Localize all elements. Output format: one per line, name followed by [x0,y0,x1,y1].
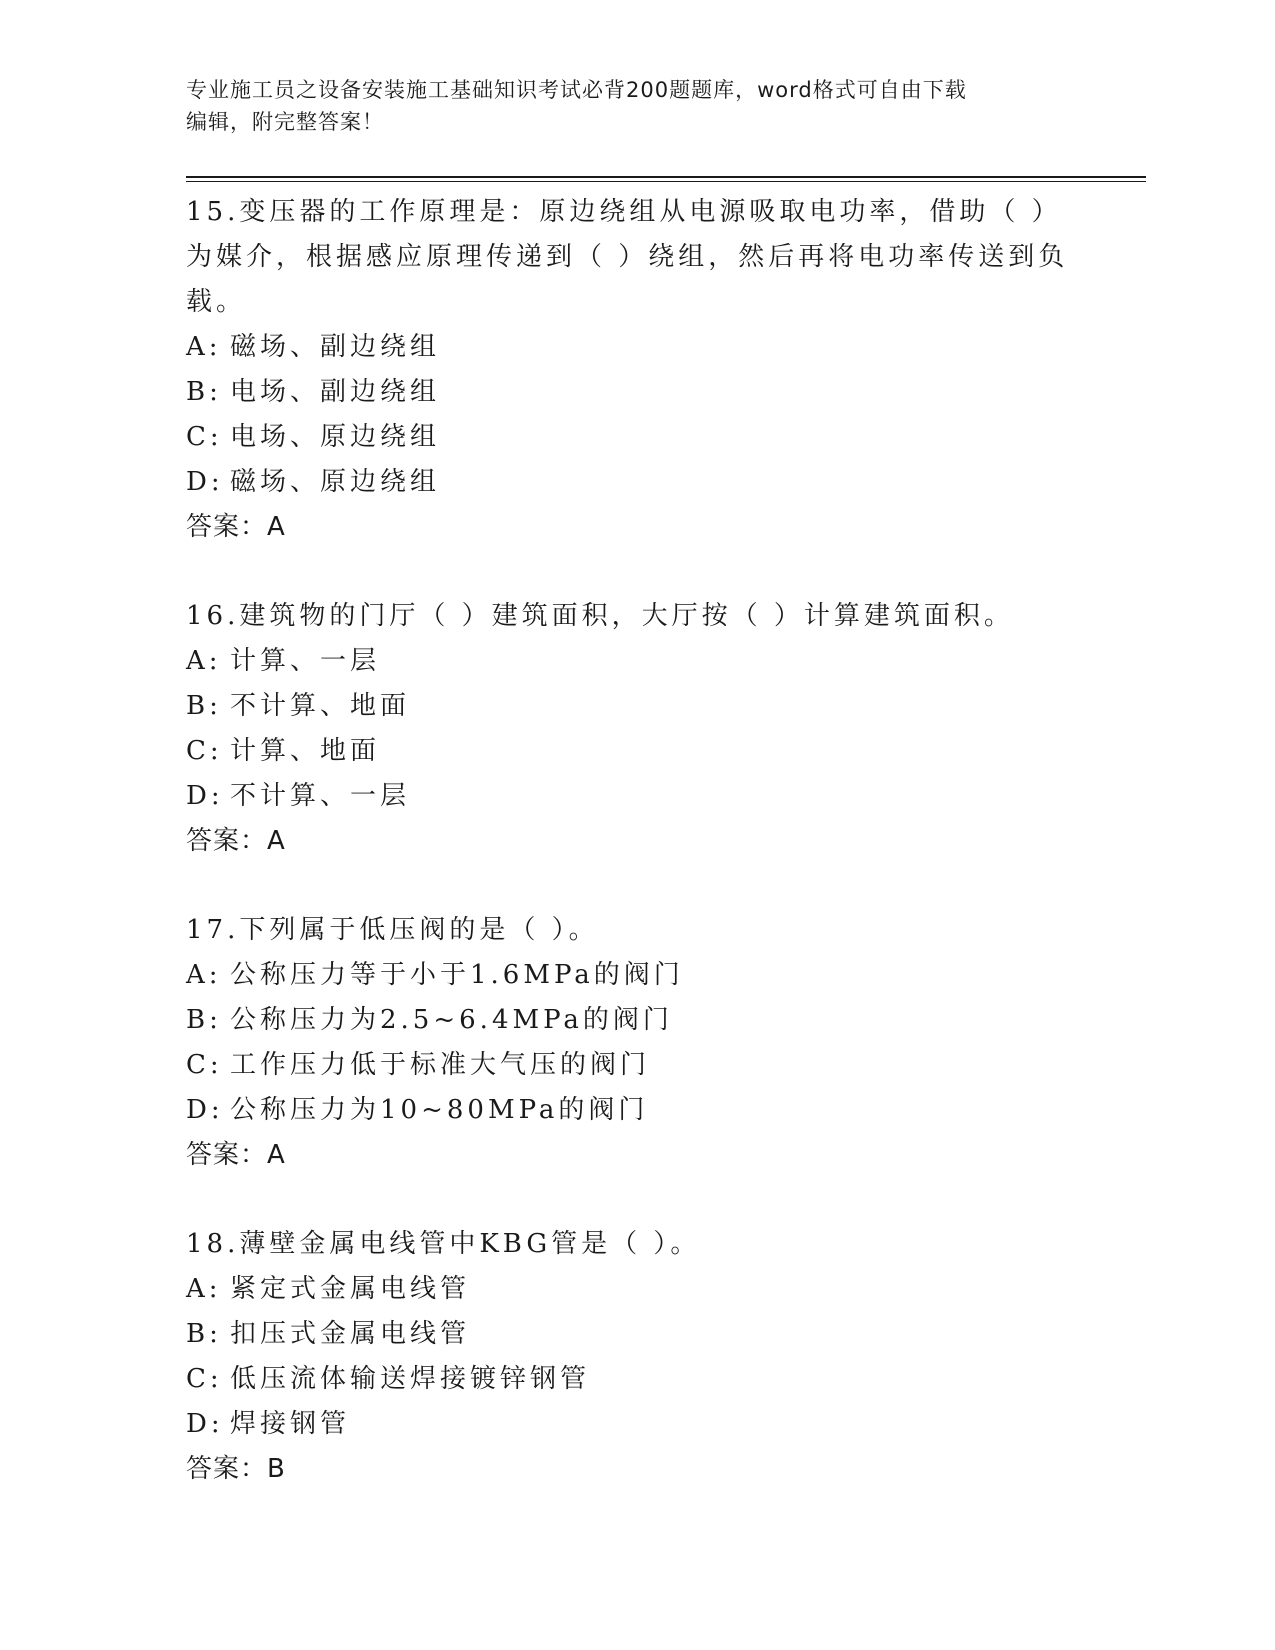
answer-label: 答案： [186,512,268,542]
option-text: 工作压力低于标准大气压的阀门 [230,1050,651,1080]
option-letter: C: [186,1050,223,1080]
option-d [186,774,1086,819]
option-c [186,415,1086,460]
question-18 [186,1222,1086,1492]
answer-label: 答案： [186,826,268,856]
answer-value: A [267,1140,286,1170]
option-b [186,370,1086,415]
header-title-line2: 编辑，附完整答案！ [186,110,384,134]
option-a [186,1267,1086,1312]
option-text: 计算、一层 [230,646,381,676]
option-a [186,953,1086,998]
option-letter: C: [186,422,223,452]
answer-line [186,1447,1086,1492]
option-letter: D: [186,1095,224,1125]
option-letter: B: [186,1005,222,1035]
option-b [186,1312,1086,1357]
option-text: 磁场、原边绕组 [230,467,441,497]
option-letter: D: [186,781,224,811]
answer-value: A [267,512,286,542]
option-letter: C: [186,1364,223,1394]
question-17 [186,908,1086,1178]
option-b [186,998,1086,1043]
option-c [186,1357,1086,1402]
option-text: 电场、副边绕组 [230,377,441,407]
option-text: 低压流体输送焊接镀锌钢管 [230,1364,591,1394]
option-letter: D: [186,1409,224,1439]
option-letter: B: [186,691,222,721]
option-text: 不计算、一层 [230,781,411,811]
option-letter: A: [186,646,222,676]
question-16 [186,594,1086,864]
option-text: 紧定式金属电线管 [230,1274,471,1304]
header-divider-thin [186,181,1146,182]
answer-value: B [267,1454,286,1484]
option-d [186,1402,1086,1447]
answer-line [186,505,1086,550]
option-letter: A: [186,1274,222,1304]
option-text: 公称压力为10~80MPa的阀门 [230,1095,649,1125]
option-letter: D: [186,467,224,497]
answer-line [186,819,1086,864]
option-letter: C: [186,736,223,766]
option-text: 电场、原边绕组 [230,422,441,452]
document-header [186,74,1066,138]
option-d [186,1088,1086,1133]
option-letter: A: [186,332,222,362]
header-divider-thick [186,176,1146,178]
option-c [186,729,1086,774]
option-a [186,325,1086,370]
question-list [186,190,1086,1536]
answer-label: 答案： [186,1140,268,1170]
option-text: 公称压力等于小于1.6MPa的阀门 [230,960,684,990]
option-text: 磁场、副边绕组 [230,332,441,362]
option-letter: B: [186,1319,222,1349]
option-text: 计算、地面 [230,736,381,766]
option-text: 公称压力为2.5~6.4MPa的阀门 [230,1005,673,1035]
option-b [186,684,1086,729]
option-text: 扣压式金属电线管 [230,1319,471,1349]
answer-value: A [267,826,286,856]
option-text: 焊接钢管 [230,1409,351,1439]
option-a [186,639,1086,684]
question-text: 16.建筑物的门厅（ ）建筑面积，大厅按（ ）计算建筑面积。 [186,601,1014,631]
option-letter: A: [186,960,222,990]
option-c [186,1043,1086,1088]
header-title-line1: 专业施工员之设备安装施工基础知识考试必背200题题库，word格式可自由下载 [186,78,967,102]
option-d [186,460,1086,505]
option-text: 不计算、地面 [230,691,411,721]
option-letter: B: [186,377,222,407]
question-text: 15.变压器的工作原理是：原边绕组从电源吸取电功率，借助（ ）为媒介，根据感应原理传递到（ ）绕组，然后再将电功率传送到负载。 [186,197,1069,317]
answer-line [186,1133,1086,1178]
question-15 [186,190,1086,550]
question-text: 18.薄壁金属电线管中KBG管是（ ）。 [186,1229,701,1259]
answer-label: 答案： [186,1454,268,1484]
question-text: 17.下列属于低压阀的是（ ）。 [186,915,599,945]
